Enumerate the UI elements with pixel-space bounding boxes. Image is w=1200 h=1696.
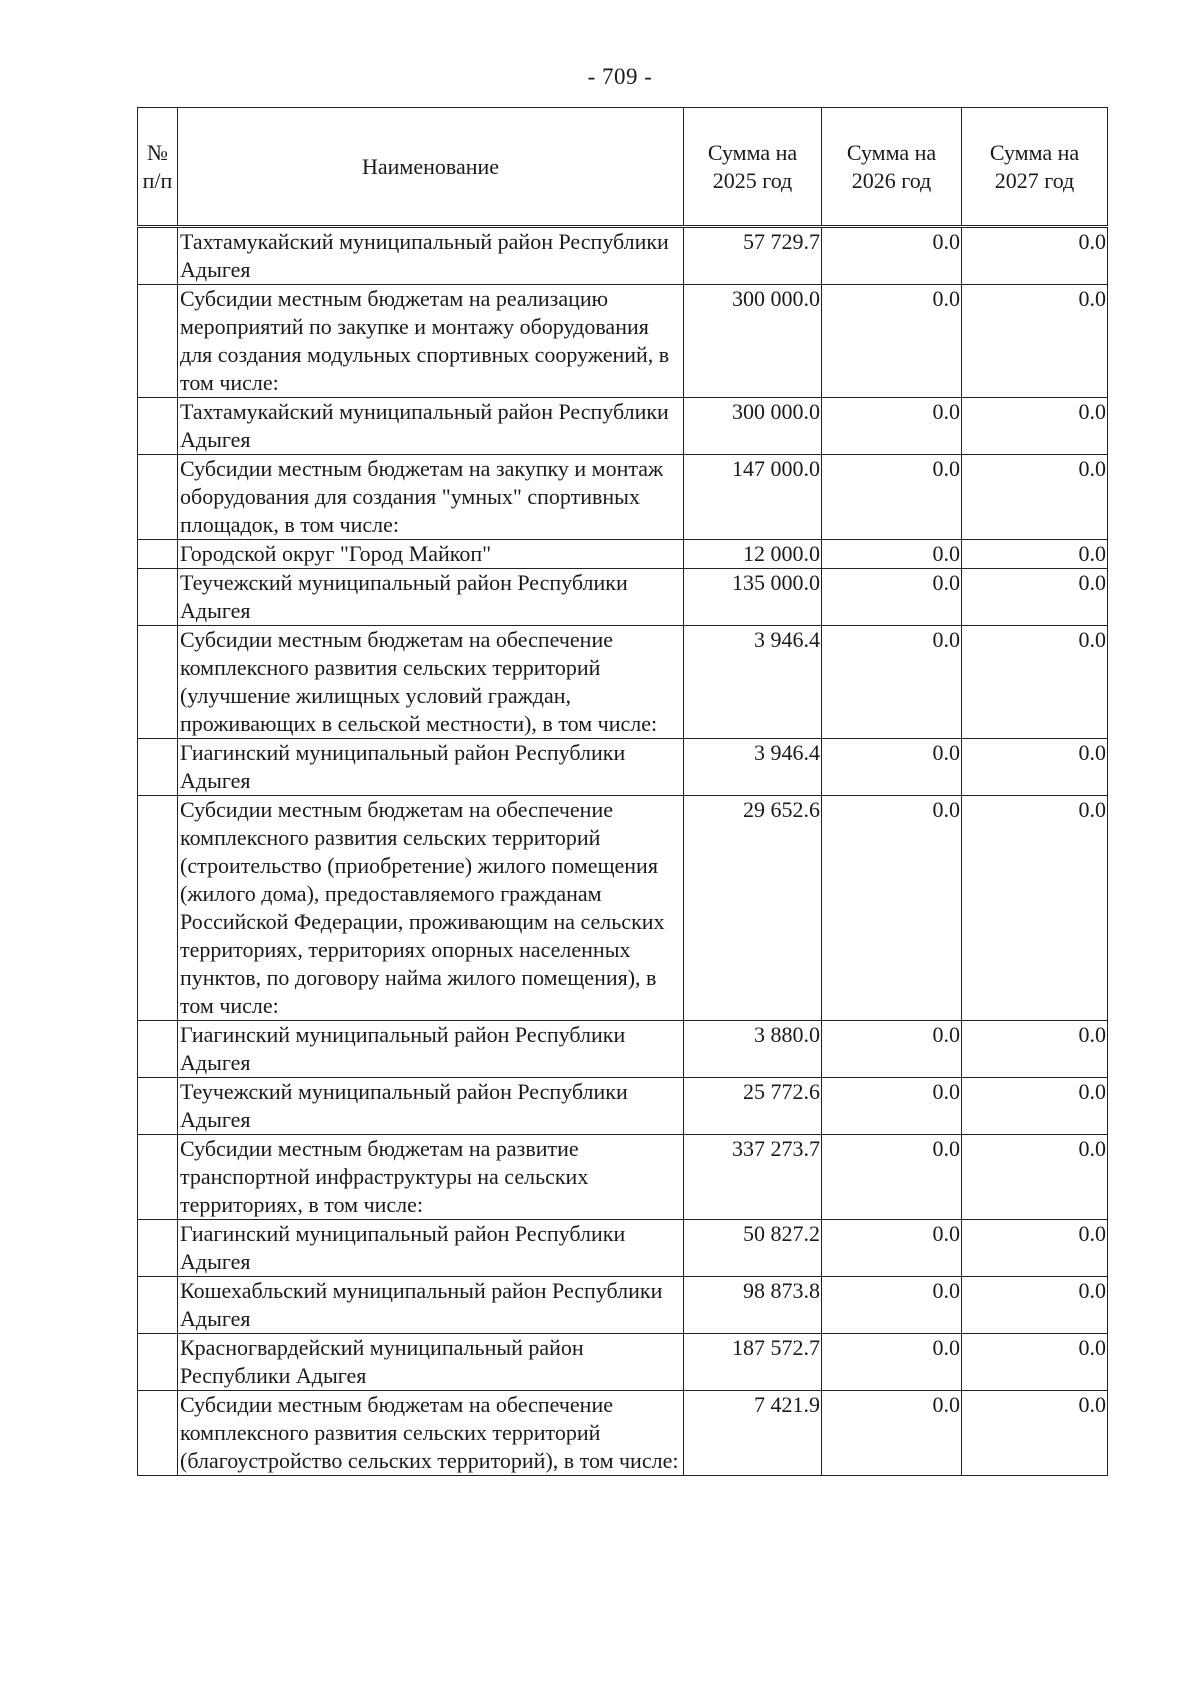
row-sum-2027-cell: 0.0 [962, 739, 1108, 796]
row-sum-2026-cell: 0.0 [822, 227, 962, 285]
row-sum-2027-cell: 0.0 [962, 569, 1108, 626]
table-row [138, 626, 1108, 739]
row-number-cell [138, 227, 178, 285]
row-sum-2025-cell: 300 000.0 [684, 285, 822, 398]
table-row [138, 569, 1108, 626]
header-sum-2027: Сумма на 2027 год [962, 108, 1108, 227]
row-number-cell [138, 285, 178, 398]
row-sum-2025-cell: 29 652.6 [684, 796, 822, 1021]
row-name-cell: Красногвардейский муниципальный район Республики Адыгея [178, 1334, 684, 1391]
row-sum-2025-cell: 3 946.4 [684, 739, 822, 796]
row-sum-2025-cell: 98 873.8 [684, 1277, 822, 1334]
table-row [138, 1220, 1108, 1277]
table-row [138, 227, 1108, 285]
row-sum-2025-cell: 300 000.0 [684, 398, 822, 455]
row-number-cell [138, 1135, 178, 1220]
row-number-cell [138, 569, 178, 626]
row-sum-2026-cell: 0.0 [822, 626, 962, 739]
table-row [138, 1334, 1108, 1391]
row-sum-2026-cell: 0.0 [822, 796, 962, 1021]
table-body [138, 227, 1108, 1476]
row-sum-2026-cell: 0.0 [822, 1391, 962, 1476]
row-sum-2025-cell: 7 421.9 [684, 1391, 822, 1476]
row-sum-2026-cell: 0.0 [822, 398, 962, 455]
row-sum-2026-cell: 0.0 [822, 1135, 962, 1220]
row-number-cell [138, 455, 178, 540]
row-name-cell: Гиагинский муниципальный район Республики Адыгея [178, 739, 684, 796]
table-row [138, 285, 1108, 398]
row-sum-2027-cell: 0.0 [962, 1078, 1108, 1135]
row-number-cell [138, 1078, 178, 1135]
row-sum-2027-cell: 0.0 [962, 1021, 1108, 1078]
header-name: Наименование [178, 108, 684, 227]
row-sum-2026-cell: 0.0 [822, 569, 962, 626]
row-sum-2025-cell: 25 772.6 [684, 1078, 822, 1135]
row-sum-2025-cell: 50 827.2 [684, 1220, 822, 1277]
row-number-cell [138, 1391, 178, 1476]
header-sum-2025: Сумма на 2025 год [684, 108, 822, 227]
row-number-cell [138, 540, 178, 569]
row-name-cell: Субсидии местным бюджетам на закупку и монтаж оборудования для создания "умных" спортивных площадок, в том числе: [178, 455, 684, 540]
row-name-cell: Тахтамукайский муниципальный район Республики Адыгея [178, 227, 684, 285]
row-sum-2027-cell: 0.0 [962, 626, 1108, 739]
row-sum-2026-cell: 0.0 [822, 1021, 962, 1078]
row-sum-2025-cell: 337 273.7 [684, 1135, 822, 1220]
row-sum-2025-cell: 187 572.7 [684, 1334, 822, 1391]
row-sum-2025-cell: 135 000.0 [684, 569, 822, 626]
row-sum-2026-cell: 0.0 [822, 540, 962, 569]
table-row [138, 455, 1108, 540]
row-sum-2025-cell: 3 880.0 [684, 1021, 822, 1078]
row-sum-2027-cell: 0.0 [962, 540, 1108, 569]
row-number-cell [138, 1277, 178, 1334]
table-row [138, 1391, 1108, 1476]
table-header [138, 108, 1108, 227]
table-row [138, 540, 1108, 569]
row-name-cell: Кошехабльский муниципальный район Республики Адыгея [178, 1277, 684, 1334]
row-sum-2025-cell: 147 000.0 [684, 455, 822, 540]
row-number-cell [138, 626, 178, 739]
budget-table [137, 107, 1108, 1476]
row-sum-2025-cell: 57 729.7 [684, 227, 822, 285]
row-number-cell [138, 1334, 178, 1391]
row-number-cell [138, 398, 178, 455]
row-sum-2027-cell: 0.0 [962, 1135, 1108, 1220]
row-sum-2027-cell: 0.0 [962, 1220, 1108, 1277]
row-sum-2026-cell: 0.0 [822, 285, 962, 398]
row-name-cell: Гиагинский муниципальный район Республики Адыгея [178, 1220, 684, 1277]
row-name-cell: Субсидии местным бюджетам на развитие транспортной инфраструктуры на сельских территориях, в том числе: [178, 1135, 684, 1220]
row-name-cell: Теучежский муниципальный район Республики Адыгея [178, 569, 684, 626]
header-sum-2026: Сумма на 2026 год [822, 108, 962, 227]
row-sum-2026-cell: 0.0 [822, 455, 962, 540]
row-sum-2027-cell: 0.0 [962, 398, 1108, 455]
row-name-cell: Тахтамукайский муниципальный район Республики Адыгея [178, 398, 684, 455]
row-name-cell: Теучежский муниципальный район Республики Адыгея [178, 1078, 684, 1135]
row-sum-2026-cell: 0.0 [822, 739, 962, 796]
row-sum-2027-cell: 0.0 [962, 285, 1108, 398]
row-sum-2026-cell: 0.0 [822, 1277, 962, 1334]
row-name-cell: Гиагинский муниципальный район Республики Адыгея [178, 1021, 684, 1078]
row-name-cell: Субсидии местным бюджетам на обеспечение комплексного развития сельских территорий (благоустройство сельских территорий), в том числе: [178, 1391, 684, 1476]
table-row [138, 1078, 1108, 1135]
row-number-cell [138, 796, 178, 1021]
row-sum-2027-cell: 0.0 [962, 1391, 1108, 1476]
row-number-cell [138, 1220, 178, 1277]
row-number-cell [138, 1021, 178, 1078]
row-sum-2027-cell: 0.0 [962, 1277, 1108, 1334]
table-row [138, 398, 1108, 455]
row-sum-2027-cell: 0.0 [962, 455, 1108, 540]
table-row [138, 739, 1108, 796]
row-name-cell: Субсидии местным бюджетам на обеспечение комплексного развития сельских территорий (улучшение жилищных условий граждан, проживающих в сельской местности), в том числе: [178, 626, 684, 739]
row-sum-2027-cell: 0.0 [962, 1334, 1108, 1391]
row-sum-2026-cell: 0.0 [822, 1078, 962, 1135]
row-name-cell: Субсидии местным бюджетам на обеспечение комплексного развития сельских территорий (строительство (приобретение) жилого помещения (жилого дома), предоставляемого гражданам Российской Федерации, проживающим на сельских территориях, территориях опорных населенных пунктов, по договору найма жилого помещения), в том числе: [178, 796, 684, 1021]
row-sum-2025-cell: 3 946.4 [684, 626, 822, 739]
row-sum-2026-cell: 0.0 [822, 1334, 962, 1391]
row-name-cell: Городской округ "Город Майкоп" [178, 540, 684, 569]
row-sum-2027-cell: 0.0 [962, 796, 1108, 1021]
page-number: - 709 - [587, 64, 653, 89]
table-row [138, 1277, 1108, 1334]
row-name-cell: Субсидии местным бюджетам на реализацию мероприятий по закупке и монтажу оборудования для создания модульных спортивных сооружений, в том числе: [178, 285, 684, 398]
row-number-cell [138, 739, 178, 796]
table-row [138, 1135, 1108, 1220]
header-number: № п/п [138, 108, 178, 227]
row-sum-2027-cell: 0.0 [962, 227, 1108, 285]
row-sum-2026-cell: 0.0 [822, 1220, 962, 1277]
row-sum-2025-cell: 12 000.0 [684, 540, 822, 569]
table-row [138, 1021, 1108, 1078]
table-row [138, 796, 1108, 1021]
